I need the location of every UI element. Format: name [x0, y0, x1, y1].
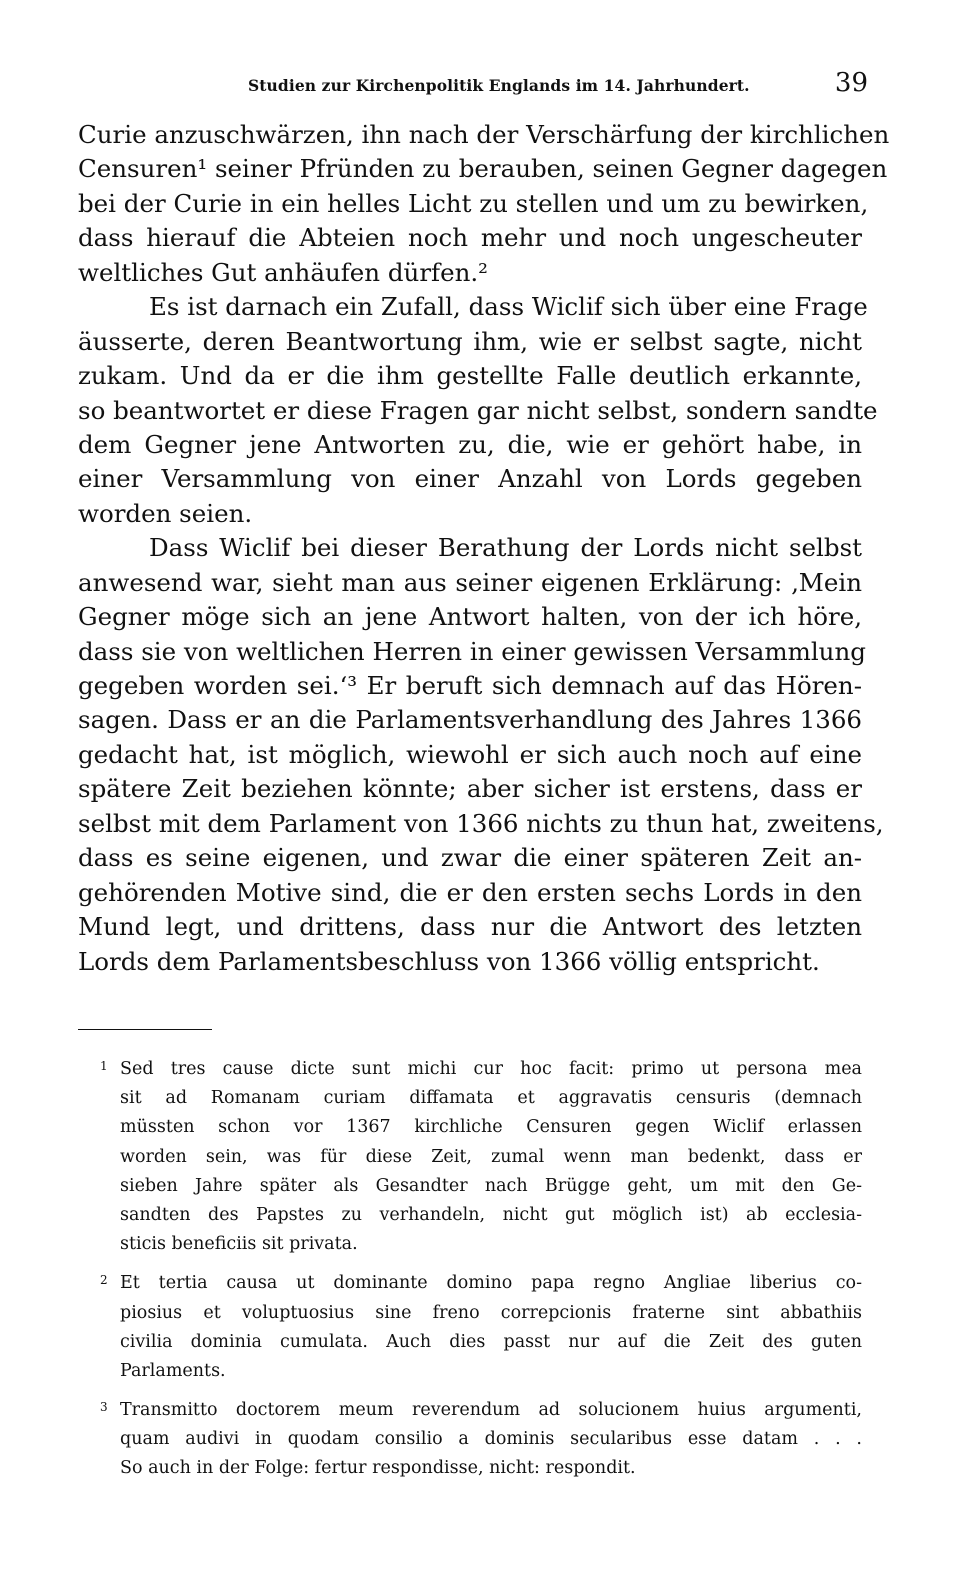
footnote-line: müssten schon vor 1367 kirchliche Censuren gegen Wiclif erlassen — [120, 1117, 862, 1138]
footnote-line — [78, 1269, 862, 1298]
footnote-line: sticis beneficiis sit privata. — [120, 1234, 358, 1255]
text-line: selbst mit dem Parlament von 1366 nichts zu thun hat, zweitens, — [78, 808, 884, 838]
footnote-line: So auch in der Folge: fertur respondisse, nicht: respondit. — [120, 1458, 636, 1479]
text-line: dass sie von weltlichen Herren in einer gewissen Versammlung — [78, 636, 866, 666]
text-line: bei der Curie in ein helles Licht zu stellen und um zu bewirken, — [78, 188, 869, 218]
footnote-line-text: Transmitto doctorem meum reverendum ad solucionem huius argumenti, — [120, 1400, 862, 1421]
footnote-mark: 3 — [100, 1400, 108, 1415]
page-number: 39 — [834, 68, 868, 98]
text-line: dass es seine eigenen, und zwar die einer späteren Zeit an- — [78, 843, 862, 873]
body-text — [78, 118, 890, 979]
text-line: dass hierauf die Abteien noch mehr und noch ungescheuter — [78, 223, 862, 253]
page-header — [248, 68, 868, 98]
footnote-line — [78, 1396, 862, 1425]
footnote-line-text: Et tertia causa ut dominante domino papa regno Angliae liberius co- — [120, 1273, 862, 1294]
text-line: spätere Zeit beziehen könnte; aber sicher ist erstens, dass er — [78, 774, 862, 804]
text-line: so beantwortet er diese Fragen gar nicht selbst, sondern sandte — [78, 395, 878, 425]
text-line: Gegner möge sich an jene Antwort halten, von der ich höre, — [78, 602, 862, 632]
footnote-line: sandten des Papstes zu verhandeln, nicht gut möglich ist) ab ecclesia- — [120, 1204, 862, 1225]
footnote-line: Parlaments. — [120, 1360, 226, 1381]
footnote-line: sieben Jahre später als Gesandter nach Brügge geht, um mit den Ge- — [120, 1175, 862, 1196]
text-line: weltliches Gut anhäufen dürfen.² — [78, 257, 488, 287]
text-line: zukam. Und da er die ihm gestellte Falle deutlich erkannte, — [78, 361, 862, 391]
footnote-line: sit ad Romanam curiam diffamata et aggravatis censuris (demnach — [120, 1088, 862, 1109]
text-line: worden seien. — [78, 498, 253, 528]
footnote-mark: 1 — [100, 1059, 108, 1073]
footnote-2 — [78, 1269, 862, 1386]
footnote-line: civilia dominia cumulata. Auch dies passt nur auf die Zeit des guten — [120, 1331, 862, 1352]
footnote-line: quam audivi in quodam consilio a dominis secularibus esse datam . . . — [120, 1429, 862, 1450]
text-line: Es ist darnach ein Zufall, dass Wiclif sich über eine Frage — [149, 292, 868, 322]
footnotes — [78, 1055, 862, 1484]
text-line: Mund legt, und drittens, dass nur die Antwort des letzten — [78, 912, 862, 942]
footnote-mark: 2 — [100, 1273, 108, 1288]
text-line: Lords dem Parlamentsbeschluss von 1366 völlig entspricht. — [78, 946, 820, 976]
text-line: Curie anzuschwärzen, ihn nach der Verschärfung der kirchlichen — [78, 120, 890, 149]
text-line: Dass Wiclif bei dieser Berathung der Lords nicht selbst — [149, 533, 862, 563]
text-line: dem Gegner jene Antworten zu, die, wie er gehört habe, in — [78, 429, 862, 459]
text-line: gedacht hat, ist möglich, wiewohl er sich auch noch auf eine — [78, 739, 862, 769]
footnote-3 — [78, 1396, 862, 1484]
footnote-line: piosius et voluptuosius sine freno correpcionis fraterne sint abbathiis — [120, 1302, 862, 1323]
footnote-1 — [78, 1055, 862, 1259]
text-line: gegeben worden sei.‘³ Er beruft sich demnach auf das Hören- — [78, 671, 862, 700]
text-line: äusserte, deren Beantwortung ihm, wie er selbst sagte, nicht — [78, 326, 862, 356]
footnote-line-text: Sed tres cause dicte sunt michi cur hoc facit: primo ut persona mea — [120, 1059, 862, 1079]
text-line: sagen. Dass er an die Parlamentsverhandlung des Jahres 1366 — [78, 705, 862, 735]
text-line: Censuren¹ seiner Pfründen zu berauben, seinen Gegner dagegen — [78, 154, 888, 184]
footnote-line: worden sein, was für diese Zeit, zumal wenn man bedenkt, dass er — [120, 1146, 862, 1167]
footnote-line — [78, 1055, 862, 1084]
footnote-rule — [78, 1029, 212, 1030]
text-line: einer Versammlung von einer Anzahl von Lords gegeben — [78, 464, 862, 494]
running-title: Studien zur Kirchenpolitik Englands im 14. Jahrhundert. — [248, 76, 750, 95]
text-line: gehörenden Motive sind, die er den ersten sechs Lords in den — [78, 877, 862, 907]
text-line: anwesend war, sieht man aus seiner eigenen Erklärung: ‚Mein — [78, 567, 862, 597]
